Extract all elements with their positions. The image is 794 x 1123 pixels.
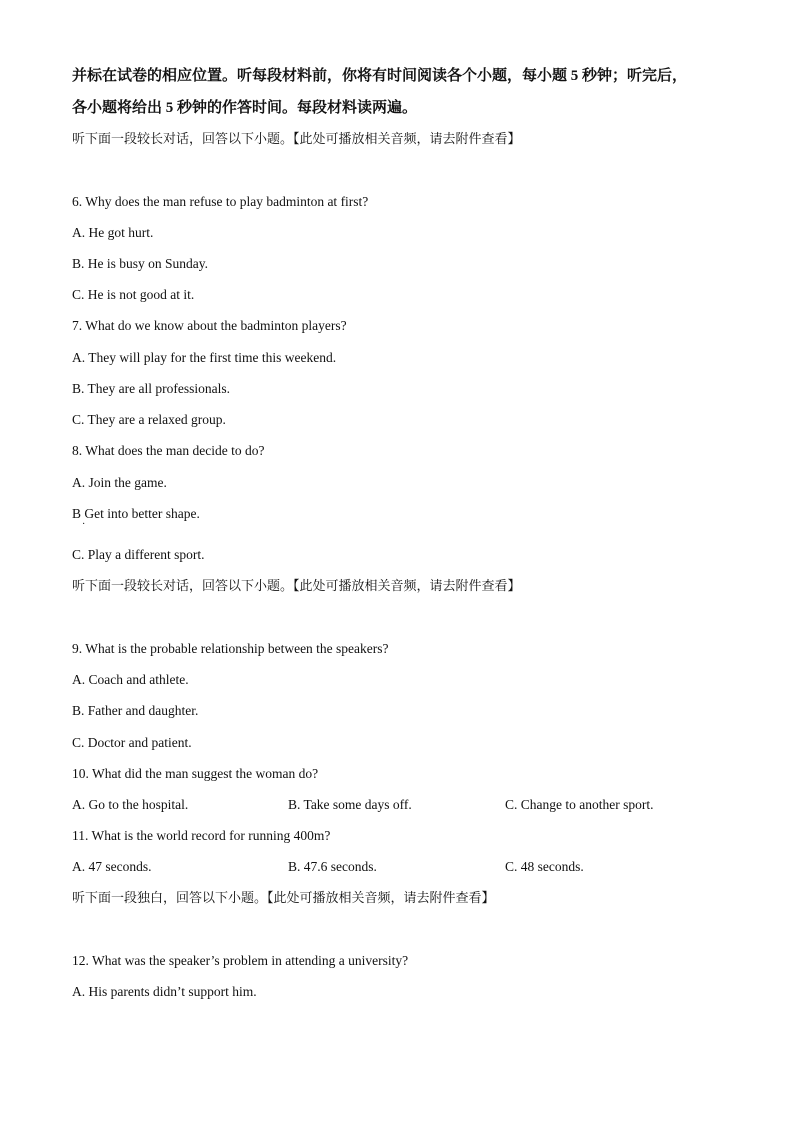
question-10-stem: 10. What did the man suggest the woman do? [72, 766, 319, 781]
instruction-line-1: 并标在试卷的相应位置。听每段材料前，你将有时间阅读各个小题，每小题 5 秒钟；听完后， [72, 68, 688, 84]
audio-note-dialogue-2: 听下面一段较长对话，回答以下小题。【此处可播放相关音频，请去附件查看】 [72, 578, 521, 593]
question-12-option-a: A. His parents didn’t support him. [72, 984, 257, 999]
question-6-option-a: A. He got hurt. [72, 225, 154, 240]
question-9-option-b: B. Father and daughter. [72, 703, 199, 718]
question-8-option-a: A. Join the game. [72, 475, 167, 490]
question-9-stem: 9. What is the probable relationship between the speakers? [72, 641, 389, 656]
question-7-stem: 7. What do we know about the badminton players? [72, 318, 347, 333]
question-11-option-c: C. 48 seconds. [505, 859, 584, 874]
question-6-option-c: C. He is not good at it. [72, 287, 195, 302]
question-8-option-b: B Get into better shape. [72, 506, 200, 521]
audio-note-monologue: 听下面一段独白，回答以下小题。【此处可播放相关音频，请去附件查看】 [72, 890, 495, 905]
question-12-stem: 12. What was the speaker’s problem in attending a university? [72, 953, 409, 968]
instruction-line-2: 各小题将给出 5 秒钟的作答时间。每段材料读两遍。 [72, 100, 418, 116]
question-11-stem: 11. What is the world record for running 400m? [72, 828, 331, 843]
question-6-stem: 6. Why does the man refuse to play badminton at first? [72, 194, 369, 209]
question-8-stem: 8. What does the man decide to do? [72, 443, 265, 458]
question-9-option-c: C. Doctor and patient. [72, 735, 192, 750]
question-10-option-a: A. Go to the hospital. [72, 797, 189, 812]
question-9-option-a: A. Coach and athlete. [72, 672, 189, 687]
question-7-option-b: B. They are all professionals. [72, 381, 230, 396]
question-11-option-a: A. 47 seconds. [72, 859, 152, 874]
question-8-option-c: C. Play a different sport. [72, 547, 205, 562]
question-7-option-a: A. They will play for the first time this weekend. [72, 350, 337, 365]
question-6-option-b: B. He is busy on Sunday. [72, 256, 209, 271]
question-7-option-c: C. They are a relaxed group. [72, 412, 226, 427]
question-11-option-b: B. 47.6 seconds. [288, 859, 377, 874]
question-10-option-c: C. Change to another sport. [505, 797, 654, 812]
question-10-option-b: B. Take some days off. [288, 797, 412, 812]
audio-note-dialogue-1: 听下面一段较长对话，回答以下小题。【此处可播放相关音频，请去附件查看】 [72, 131, 521, 146]
question-8-option-b-dot: · [82, 519, 86, 530]
